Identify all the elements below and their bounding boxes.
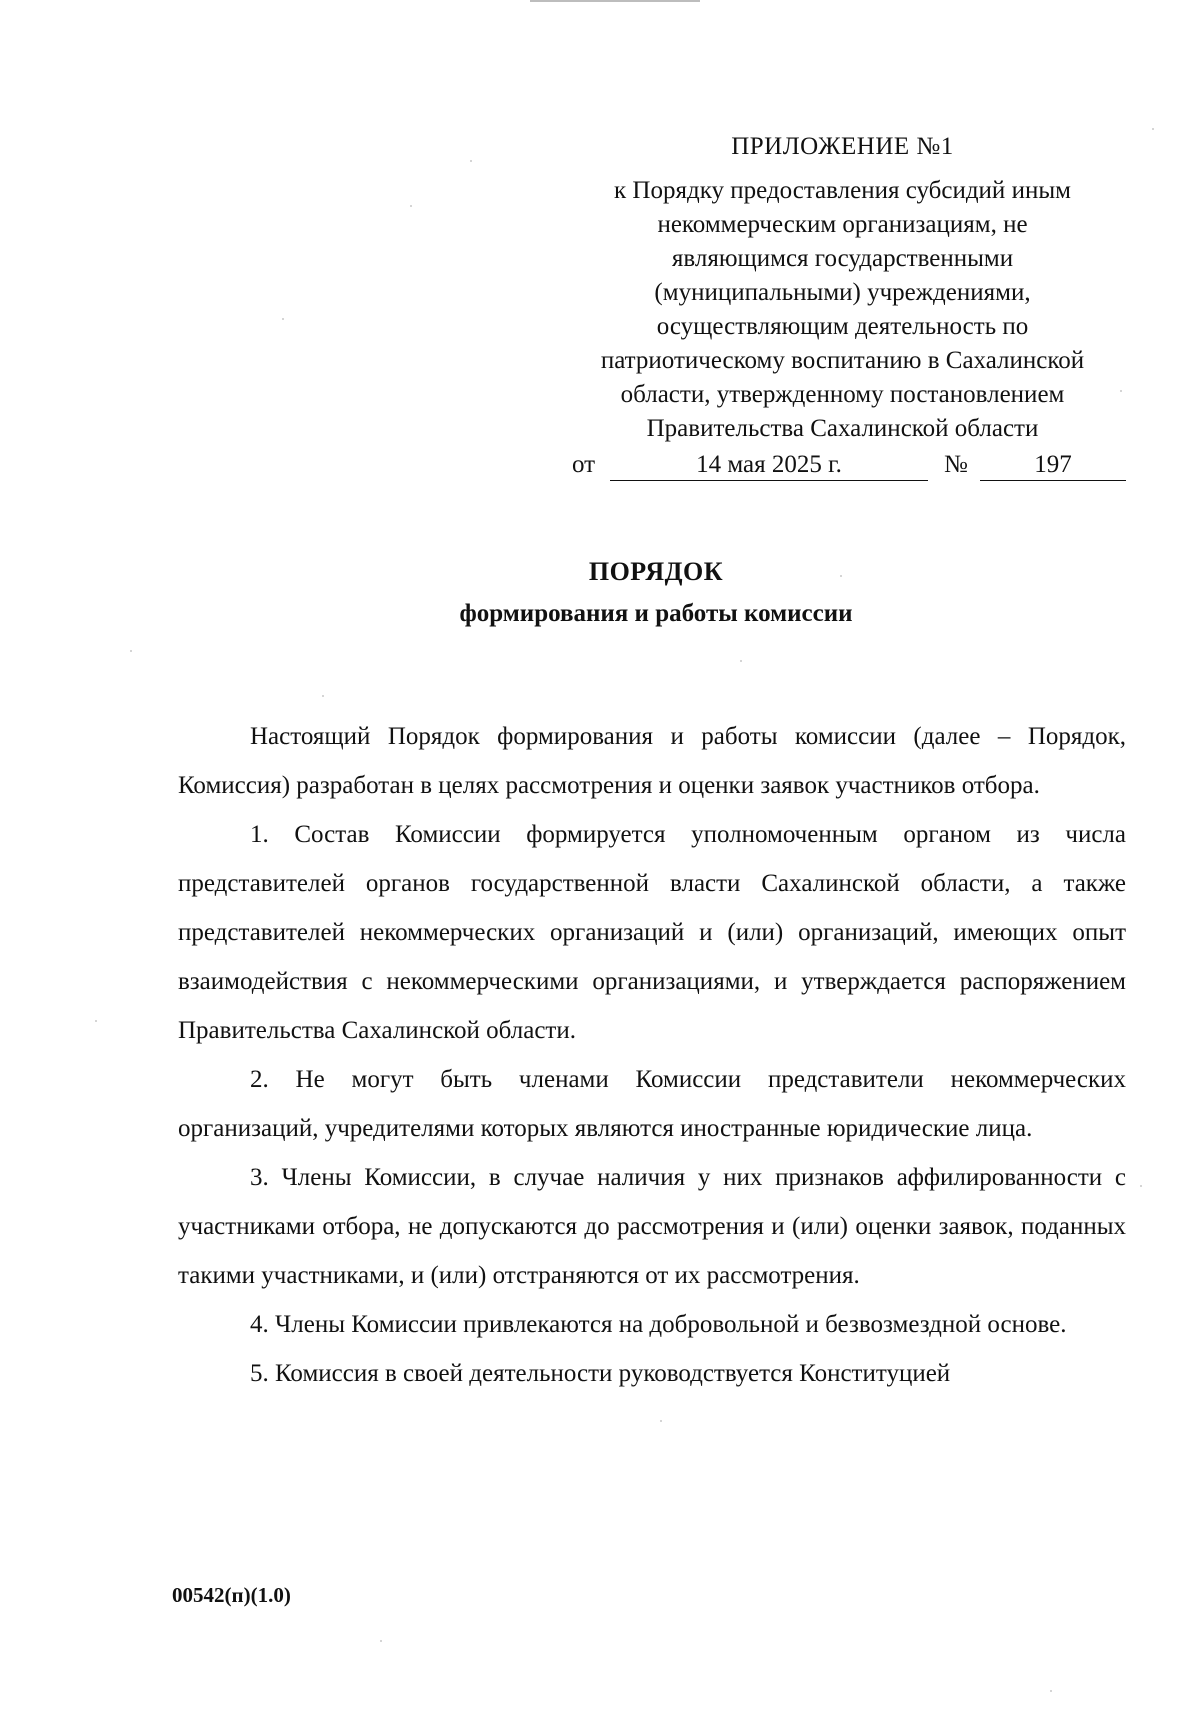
scan-speck (1152, 128, 1154, 130)
scan-speck (322, 695, 324, 697)
scan-speck (380, 1640, 382, 1642)
paragraph: 2. Не могут быть членами Комиссии представители некоммерческих организаций, учредителями которых являются иностранные юридические лица. (178, 1066, 1126, 1142)
from-label: от (572, 451, 596, 478)
approval-date-number (572, 448, 1128, 482)
appendix-line: Правительства Сахалинской области (646, 415, 1039, 442)
paragraph: 5. Комиссия в своей деятельности руководствуется Конституцией (250, 1360, 951, 1387)
scan-edge-line (530, 0, 700, 2)
scan-speck (282, 318, 284, 320)
paragraph: 4. Члены Комиссии привлекаются на добровольной и безвозмездной основе. (250, 1311, 1067, 1338)
scan-speck (1140, 1185, 1142, 1187)
scan-speck (1050, 1690, 1052, 1692)
approval-number: 197 (980, 448, 1126, 481)
approval-date: 14 мая 2025 г. (610, 448, 928, 481)
appendix-title: ПРИЛОЖЕНИЕ №1 (731, 133, 954, 160)
appendix-line: к Порядку предоставления субсидий иным (614, 177, 1071, 204)
document-subtitle: формирования и работы комиссии (459, 600, 853, 627)
appendix-line: области, утвержденному постановлением (620, 381, 1065, 408)
scan-speck (840, 575, 842, 577)
paragraph: 3. Члены Комиссии, в случае наличия у них признаков аффилированности с участниками отбора, не допускаются до рассмотрения и (или) оценки заявок, поданных такими участниками, и (или) отстраняются от их рассмотрения. (178, 1164, 1126, 1289)
appendix-line: (муниципальными) учреждениями, (654, 279, 1031, 306)
scan-speck (1120, 390, 1122, 392)
appendix-line: являющимся государственными (671, 245, 1014, 272)
number-label: № (944, 451, 968, 478)
scan-speck (470, 160, 472, 162)
scan-speck (130, 650, 132, 652)
scan-speck (740, 660, 742, 662)
paragraph: 1. Состав Комиссии формируется уполномоченным органом из числа представителей органов государственной власти Сахалинской области, а также представителей некоммерческих организаций и (или) организаций, имеющих опыт взаимодействия с некоммерческими организациями, и утверждается распоряжением Правительства Сахалинской области. (178, 821, 1126, 1044)
scan-speck (95, 1020, 97, 1022)
appendix-line: осуществляющим деятельность по (656, 313, 1029, 340)
appendix-line: некоммерческим организациям, не (657, 211, 1028, 238)
appendix-line: патриотическому воспитанию в Сахалинской (600, 347, 1085, 374)
document-body (178, 712, 1126, 1398)
appendix-block (560, 130, 1125, 446)
scan-speck (660, 1420, 662, 1422)
scan-speck (410, 205, 412, 207)
paragraph: Настоящий Порядок формирования и работы комиссии (далее – Порядок, Комиссия) разработан в целях рассмотрения и оценки заявок участников отбора. (178, 723, 1126, 799)
document-title: ПОРЯДОК (588, 557, 724, 586)
document-code: 00542(п)(1.0) (172, 1583, 291, 1607)
